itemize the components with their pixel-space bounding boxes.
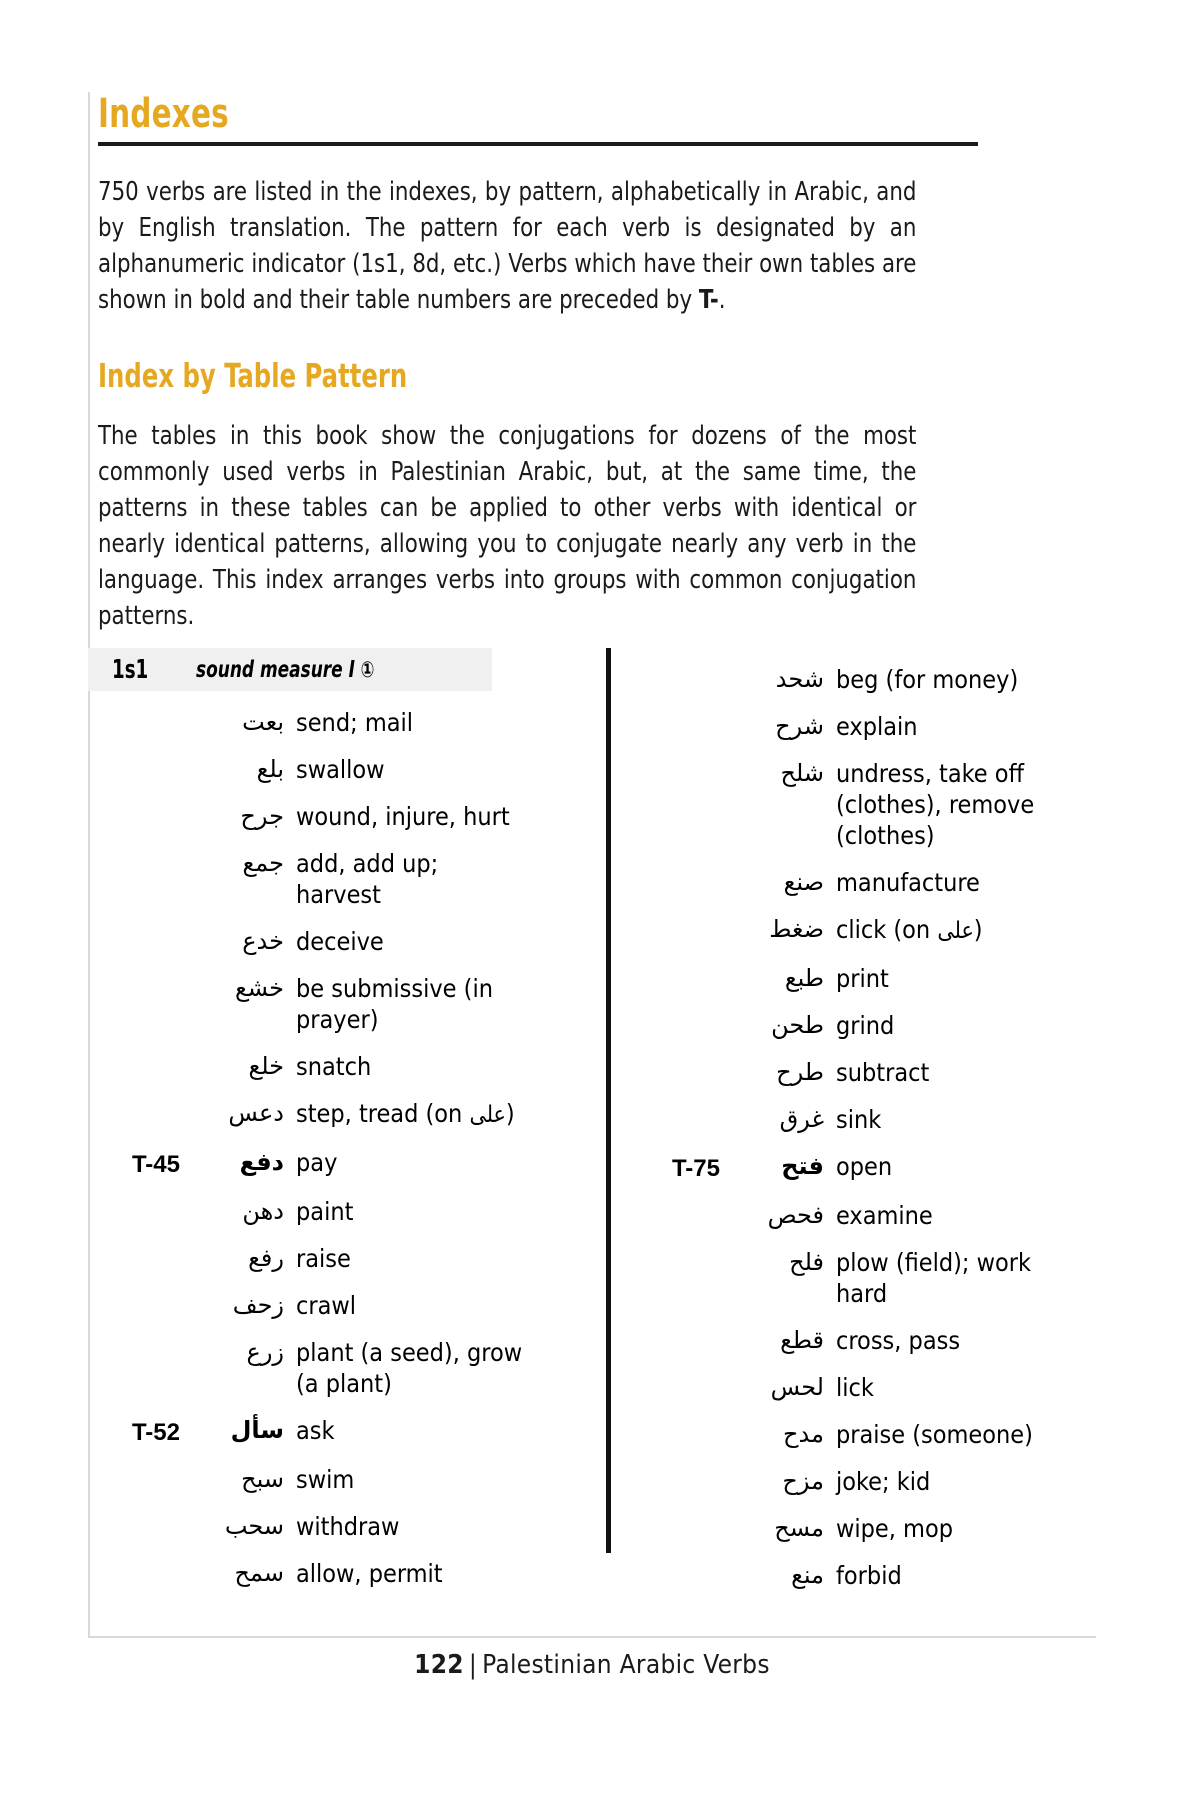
table-reference: [88, 848, 180, 850]
index-entry: [88, 1415, 528, 1448]
table-reference: [628, 1560, 720, 1562]
arabic-verb: دهن: [242, 1197, 284, 1225]
english-gloss: explain: [836, 712, 918, 741]
arabic-verb: خشع: [234, 974, 284, 1002]
page-footer: [88, 1650, 1096, 1680]
index-entry: [628, 1372, 1068, 1403]
footer-rule: [88, 1636, 1096, 1638]
table-reference: [88, 801, 180, 803]
arabic-verb: جمع: [242, 849, 284, 877]
table-reference: [628, 758, 720, 760]
index-entry-list-right: [628, 664, 1068, 1591]
table-reference: [88, 973, 180, 975]
intro-text-run-2: T-: [698, 285, 719, 315]
arabic-preposition: على: [937, 918, 974, 944]
pattern-name-text: sound measure I: [196, 656, 355, 683]
arabic-verb: غرق: [779, 1105, 824, 1133]
table-reference: [88, 707, 180, 709]
table-reference: [88, 1558, 180, 1560]
index-entry: [628, 1560, 1068, 1591]
index-entry: [88, 1558, 528, 1589]
index-entry: [88, 754, 528, 785]
table-reference: [88, 754, 180, 756]
arabic-verb: ضغط: [769, 915, 824, 943]
table-reference: [88, 1337, 180, 1339]
arabic-verb: سمح: [234, 1559, 284, 1587]
index-entry: [88, 1511, 528, 1542]
arabic-verb: سبح: [241, 1465, 284, 1493]
intro-paragraph: [98, 174, 916, 318]
index-entry-list-left: [88, 707, 528, 1589]
english-gloss: wipe, mop: [836, 1514, 954, 1543]
table-reference: [628, 1325, 720, 1327]
index-entry: [628, 1513, 1068, 1544]
index-entry: [88, 1243, 528, 1274]
english-gloss: be submissive (in prayer): [296, 974, 493, 1034]
english-gloss: manufacture: [836, 868, 980, 897]
arabic-verb: دفع: [239, 1148, 284, 1176]
index-entry: [88, 1337, 528, 1399]
section-paragraph: The tables in this book show the conjugations for dozens of the most commonly used verbs in Palestinian Arabic, but, at the same time, the patterns in these tables can be applied to other verbs with identical or nearly identical patterns, allowing you to conjugate nearly any verb in the language. This index arranges verbs into groups with common conjugation patterns.: [98, 421, 917, 631]
english-gloss: beg (for money): [836, 665, 1019, 694]
column-divider: [606, 648, 611, 1553]
table-reference: [628, 1372, 720, 1374]
arabic-verb: شحد: [775, 665, 824, 693]
index-entry: [628, 1151, 1068, 1184]
index-entry: [628, 1325, 1068, 1356]
index-entry: [628, 914, 1068, 947]
pattern-name: [196, 657, 374, 683]
english-gloss: examine: [836, 1201, 933, 1230]
table-reference: [88, 1098, 180, 1100]
table-reference: [628, 1466, 720, 1468]
arabic-verb: بعت: [242, 708, 284, 736]
table-reference: [628, 1104, 720, 1106]
arabic-preposition: على: [469, 1102, 506, 1128]
arabic-verb: صنع: [783, 868, 824, 896]
index-entry: [628, 1466, 1068, 1497]
english-gloss: swim: [296, 1465, 355, 1494]
index-entry: [628, 664, 1068, 695]
index-column-right: [628, 648, 1068, 1591]
arabic-verb: خلع: [248, 1052, 284, 1080]
index-entry: [88, 1051, 528, 1082]
table-reference: [628, 711, 720, 713]
index-entry: [628, 711, 1068, 742]
table-reference: [88, 1243, 180, 1245]
index-entry: [628, 963, 1068, 994]
english-gloss: joke; kid: [836, 1467, 931, 1496]
arabic-verb: زحف: [232, 1291, 284, 1319]
index-column-left: [88, 648, 528, 1589]
english-gloss: ask: [296, 1416, 335, 1445]
index-entry: [88, 973, 528, 1035]
english-gloss: step, tread (on على): [296, 1099, 515, 1128]
table-reference: [628, 1057, 720, 1059]
arabic-verb: شلح: [780, 759, 824, 787]
table-reference[interactable]: T-52: [131, 1419, 180, 1446]
table-reference: [88, 1196, 180, 1198]
english-gloss: allow, permit: [296, 1559, 443, 1588]
index-entry: [628, 1247, 1068, 1309]
index-entry: [88, 1290, 528, 1321]
english-gloss: swallow: [296, 755, 385, 784]
footer-book-title: Palestinian Arabic Verbs: [482, 1650, 770, 1680]
arabic-verb: جرح: [240, 802, 284, 830]
english-gloss: plant (a seed), grow (a plant): [296, 1338, 523, 1398]
english-gloss: print: [836, 964, 889, 993]
index-entry: [88, 801, 528, 832]
circled-one-icon: ①: [360, 657, 375, 683]
index-table: [88, 648, 1096, 1590]
footer-page-number: 122: [414, 1650, 464, 1680]
intro-text-run-3: .: [718, 285, 726, 315]
table-reference: [628, 664, 720, 666]
arabic-verb: دعس: [228, 1099, 284, 1127]
arabic-verb: سحب: [224, 1512, 284, 1540]
arabic-verb: طحن: [771, 1011, 824, 1039]
table-reference: [88, 926, 180, 928]
arabic-verb: خدع: [242, 927, 284, 955]
english-gloss: paint: [296, 1197, 354, 1226]
index-entry: [88, 1098, 528, 1131]
arabic-verb: فتح: [781, 1152, 824, 1180]
table-reference[interactable]: T-45: [131, 1151, 180, 1178]
index-entry: [628, 1057, 1068, 1088]
index-entry: [88, 1464, 528, 1495]
english-gloss: open: [836, 1152, 893, 1181]
table-reference: [88, 1290, 180, 1292]
english-gloss: click (on على): [836, 915, 983, 944]
table-reference: [628, 1419, 720, 1421]
index-entry: [628, 758, 1068, 851]
table-reference: [628, 867, 720, 869]
table-reference: [628, 1247, 720, 1249]
english-gloss: lick: [836, 1373, 874, 1402]
footer-separator: |: [468, 1650, 478, 1680]
table-reference[interactable]: T-75: [671, 1155, 720, 1182]
english-gloss: cross, pass: [836, 1326, 961, 1355]
section-heading-index-by-table-pattern: Index by Table Pattern: [98, 356, 408, 395]
table-reference: [88, 1051, 180, 1053]
english-gloss: raise: [296, 1244, 351, 1273]
english-gloss: undress, take off (clothes), remove (clothes): [836, 759, 1035, 850]
index-entry: [628, 1200, 1068, 1231]
table-reference: [628, 1200, 720, 1202]
index-entry: [88, 707, 528, 738]
english-gloss: wound, injure, hurt: [296, 802, 510, 831]
arabic-verb: طرح: [776, 1058, 824, 1086]
arabic-verb: مسح: [774, 1514, 824, 1542]
english-gloss: sink: [836, 1105, 882, 1134]
arabic-verb: لحس: [770, 1373, 824, 1401]
index-entry: [628, 1010, 1068, 1041]
english-gloss: snatch: [296, 1052, 372, 1081]
arabic-verb: فحص: [767, 1201, 824, 1229]
table-reference: [628, 914, 720, 916]
index-entry: [628, 1419, 1068, 1450]
arabic-verb: بلع: [256, 755, 284, 783]
table-reference: [88, 1511, 180, 1513]
page-title: Indexes: [98, 91, 229, 137]
table-reference: [628, 1010, 720, 1012]
intro-text-run-1: 750 verbs are listed in the indexes, by pattern, alphabetically in Arabic, and by English translation. The pattern for each verb is designated by an alphanumeric indicator (1s1, 8d, etc.) Verbs which have their own tables are shown in bold and their table numbers are preceded by: [98, 177, 917, 315]
english-gloss: forbid: [836, 1561, 902, 1590]
arabic-verb: رفع: [248, 1244, 284, 1272]
index-entry: [88, 848, 528, 910]
index-entry: [628, 1104, 1068, 1135]
english-gloss: withdraw: [296, 1512, 400, 1541]
arabic-verb: شرح: [775, 712, 824, 740]
index-entry: [88, 1196, 528, 1227]
arabic-verb: فلح: [789, 1248, 824, 1276]
index-entry: [628, 867, 1068, 898]
arabic-verb: مزح: [782, 1467, 824, 1495]
table-reference: [628, 1513, 720, 1515]
arabic-verb: مدح: [783, 1420, 824, 1448]
english-gloss: grind: [836, 1011, 895, 1040]
english-gloss: add, add up; harvest: [296, 849, 439, 909]
pattern-code: 1s1: [112, 654, 149, 685]
english-gloss: pay: [296, 1148, 338, 1177]
arabic-verb: طبع: [784, 964, 824, 992]
page-content: [98, 92, 1096, 634]
table-reference: [88, 1464, 180, 1466]
english-gloss: deceive: [296, 927, 384, 956]
arabic-verb: سأل: [230, 1416, 284, 1444]
table-reference: [628, 963, 720, 965]
arabic-verb: منع: [791, 1561, 824, 1589]
index-entry: [88, 926, 528, 957]
pattern-header: [88, 648, 492, 691]
english-gloss: plow (field); work hard: [836, 1248, 1032, 1308]
english-gloss: crawl: [296, 1291, 357, 1320]
english-gloss: praise (someone): [836, 1420, 1033, 1449]
english-gloss: subtract: [836, 1058, 930, 1087]
index-entry: [88, 1147, 528, 1180]
arabic-verb: زرع: [246, 1338, 284, 1366]
arabic-verb: قطع: [780, 1326, 824, 1354]
english-gloss: send; mail: [296, 708, 414, 737]
